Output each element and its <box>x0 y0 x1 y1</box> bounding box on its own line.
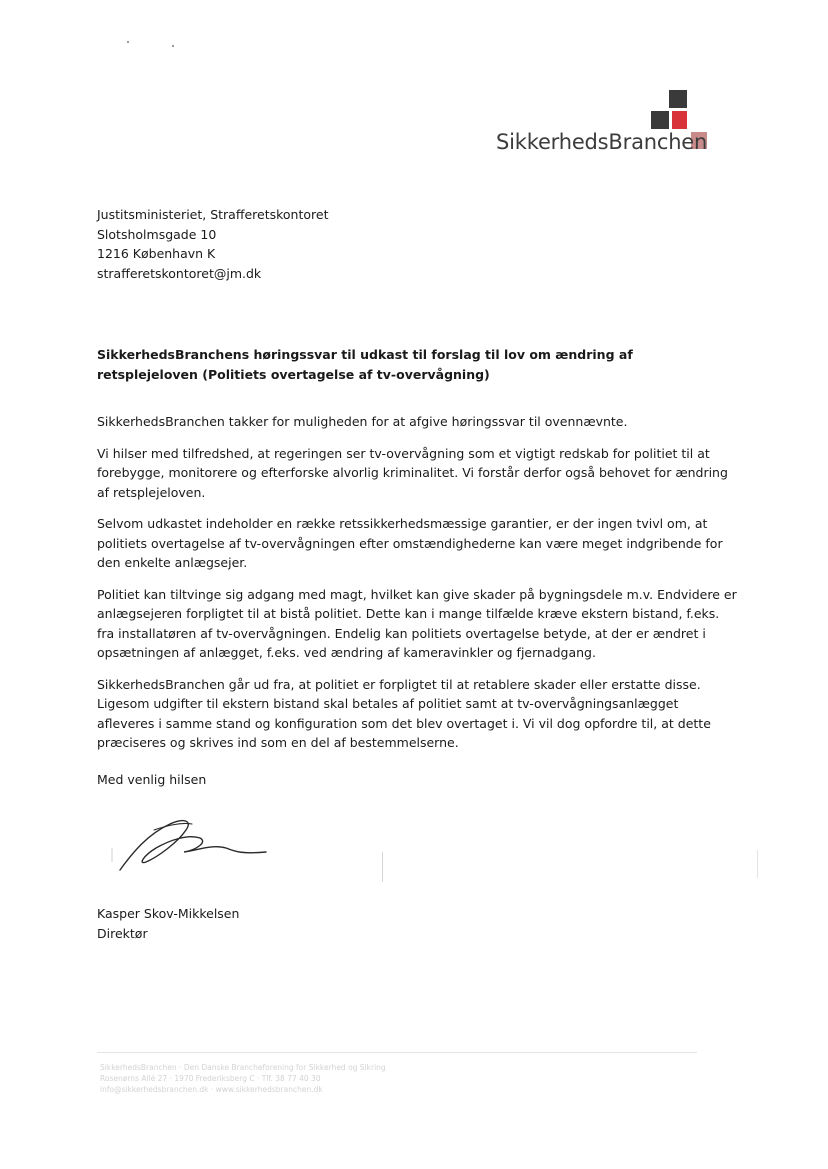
signer-block <box>97 904 239 944</box>
scan-line <box>382 852 383 882</box>
body-paragraph: SikkerhedsBranchen går ud fra, at politiet er forpligtet til at retablere skader eller erstatte disse. Ligesom udgifter til ekstern bistand skal betales af politiet samt at tv-overvågningsanlægget afleveres i samme stand og konfiguration som det blev overtaget i. Vi vil dog opfordre til, at dette præciseres og skrives ind som en del af bestemmelserne. <box>97 676 711 750</box>
closing-salutation: Med venlig hilsen <box>97 772 207 787</box>
recipient-line: Justitsministeriet, Strafferetskontoret <box>97 207 329 222</box>
signer-title: Direktør <box>97 926 148 941</box>
body-paragraph: SikkerhedsBranchen takker for muligheden for at afgive høringssvar til ovennævnte. <box>97 414 628 429</box>
body-paragraph: Selvom udkastet indeholder en række retssikkerhedsmæssige garantier, er der ingen tvivl om, at politiets overtagelse af tv-overvågningen efter omstændighederne kan være meget indgribende for den enkelte anlægsejer. <box>97 516 723 570</box>
body-paragraph: Politiet kan tiltvinge sig adgang med magt, hvilket kan give skader på bygningsdele m.v. Endvidere er anlægsejeren forpligtet til at bistå politiet. Dette kan i mange tilfælde kræve ekstern bistand, f.eks. fra installatøren af tv-overvågningen. Endelig kan politiets overtagelse betyde, at der er ændret i opsætningen af anlægget, f.eks. ved ændring af kameravinkler og fjernadgang. <box>97 586 737 660</box>
footer-line: Rosenørns Allé 27 · 1970 Frederiksberg C · Tlf. 38 77 40 30 <box>100 1074 321 1083</box>
scan-speck <box>127 41 129 43</box>
logo-square-dark-top <box>669 90 687 108</box>
letter-footer <box>100 1062 386 1095</box>
body-paragraph: Vi hilser med tilfredshed, at regeringen ser tv-overvågning som et vigtigt redskab for politiet til at forebygge, monitorere og efterforske alvorlig kriminalitet. Vi forstår derfor også behovet for ændring af retsplejeloven. <box>97 445 728 500</box>
logo-square-red <box>672 111 687 129</box>
handwritten-signature <box>108 812 278 882</box>
recipient-email: strafferetskontoret@jm.dk <box>97 265 262 281</box>
signer-name: Kasper Skov-Mikkelsen <box>97 906 240 921</box>
footer-divider <box>97 1052 697 1053</box>
footer-line: SikkerhedsBranchen · Den Danske Brancheforening for Sikkerhed og Sikring <box>100 1063 386 1072</box>
recipient-line: 1216 København K <box>97 246 216 261</box>
logo-square-dark-left <box>651 111 669 129</box>
logo-wordmark: SikkerhedsBranchen <box>496 130 708 154</box>
letter-body <box>97 412 737 765</box>
company-logo <box>496 90 716 160</box>
letter-subject: SikkerhedsBranchens høringssvar til udkast til forslag til lov om ændring af retsplejeloven (Politiets overtagelse af tv-overvågning) <box>97 347 633 382</box>
scan-line <box>757 850 758 878</box>
footer-line: info@sikkerhedsbranchen.dk · www.sikkerhedsbranchen.dk <box>100 1085 323 1094</box>
recipient-address <box>97 205 328 283</box>
scan-speck <box>172 45 174 47</box>
recipient-line: Slotsholmsgade 10 <box>97 226 217 242</box>
